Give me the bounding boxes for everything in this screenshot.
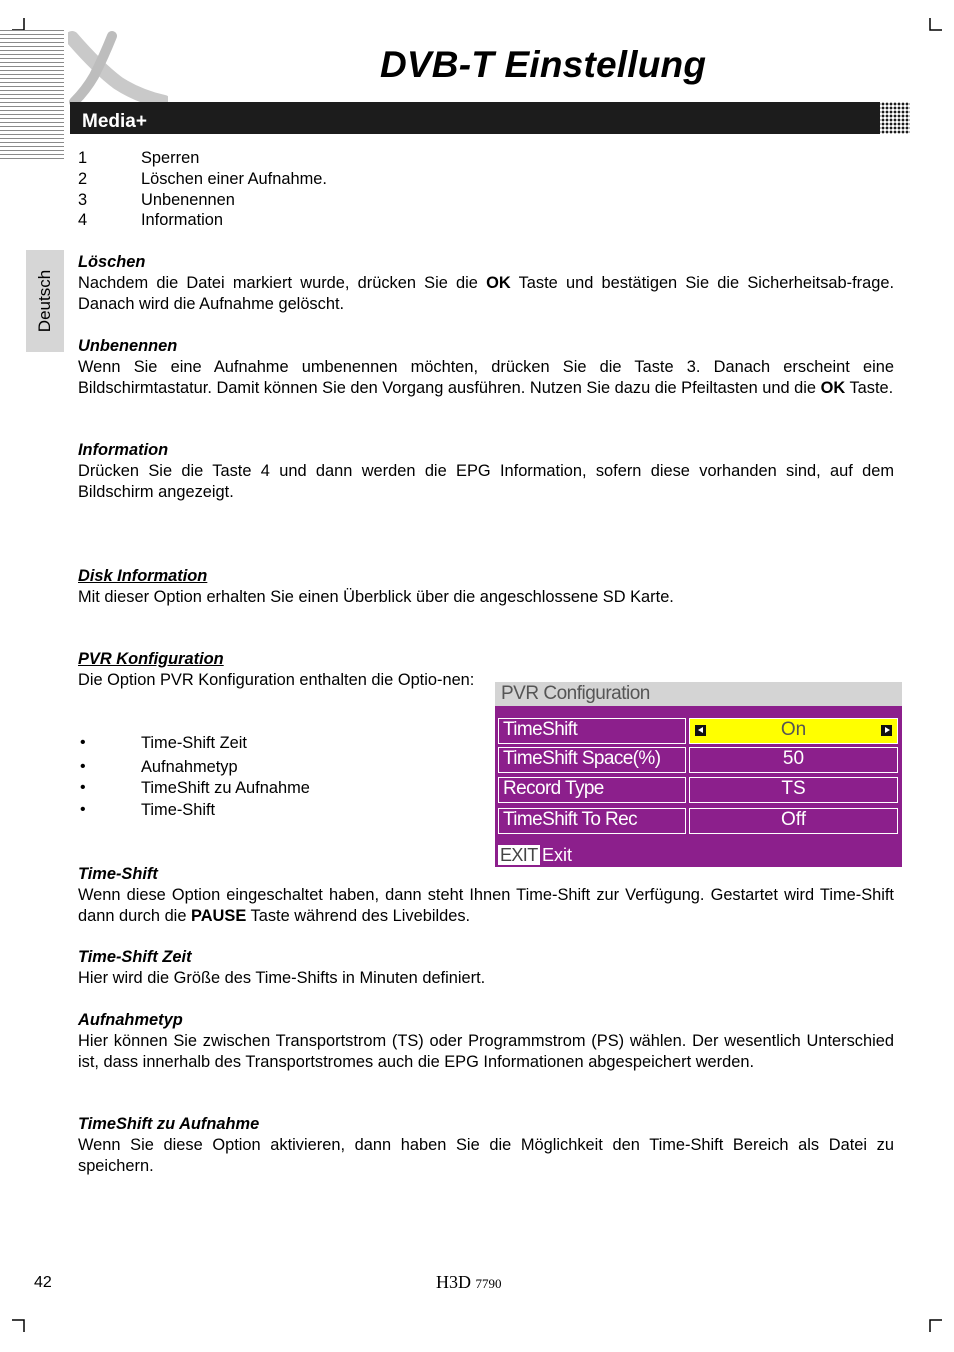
section-bar (70, 102, 880, 134)
section-bar-dots (865, 102, 910, 134)
pvr-row-record-type (498, 777, 898, 803)
paragraph-time-shift-zeit: Hier wird die Größe des Time-Shifts in Minuten definiert. (78, 969, 486, 987)
list-number: 3 (78, 191, 88, 209)
footer-brand: H3D 7790 (436, 1272, 502, 1292)
pvr-row-timeshift-space (498, 747, 898, 773)
bullet-item: Time-Shift (141, 801, 216, 819)
heading-unbenennen: Unbenennen (78, 337, 178, 355)
paragraph-loeschen: Nachdem die Datei markiert wurde, drücken Sie die OK Taste und bestätigen Sie die Sicherheitsab-frage. Danach wird die Aufnahme gelöscht. (78, 274, 895, 313)
pvr-row-value: 50 (782, 748, 805, 769)
pvr-row-timeshift (498, 718, 898, 744)
paragraph-pvr-konfiguration: Die Option PVR Konfiguration enthalten die Optio-nen: (78, 671, 475, 689)
pvr-screen-footer (498, 845, 898, 865)
heading-pvr-konfiguration: PVR Konfiguration (78, 650, 224, 668)
heading-information: Information (78, 441, 169, 459)
paragraph-aufnahmetyp: Hier können Sie zwischen Transportstrom (TS) oder Programmstrom (PS) wählen. Der wesentlich Unterschied ist, dass innerhalb des Transportstromes auch die EPG Informationen abgespeichert werden. (78, 1032, 894, 1071)
list-number: 4 (78, 211, 88, 229)
list-number: 2 (78, 170, 88, 188)
list-number: 1 (78, 149, 88, 167)
heading-loeschen: Löschen (78, 253, 146, 271)
bullet-icon: • (80, 801, 86, 818)
pvr-row-label: Record Type (503, 778, 604, 799)
brand-x-logo-icon (68, 28, 168, 108)
arrow-right-icon (881, 725, 892, 736)
list-item: Unbenennen (141, 191, 235, 209)
pvr-screen-title: PVR Configuration (495, 682, 902, 706)
crop-mark-bottom-left (12, 1318, 26, 1332)
bullet-item: TimeShift zu Aufnahme (141, 779, 310, 797)
page-title: DVB-T Einstellung (380, 44, 707, 85)
paragraph-information: Drücken Sie die Taste 4 und dann werden die EPG Information, sofern diese vorhanden sind, auf dem Bildschirm angezeigt. (78, 462, 894, 501)
heading-timeshift-zu-aufnahme: TimeShift zu Aufnahme (78, 1115, 260, 1133)
pvr-row-value: TS (781, 778, 806, 799)
paragraph-time-shift: Wenn diese Option eingeschaltet haben, dann steht Ihnen Time-Shift zur Verfügung. Gestartet wird Time-Shift dann durch die PAUSE Taste während des Livebildes. (78, 886, 894, 925)
section-label: Media+ (82, 111, 147, 132)
bullet-item: Aufnahmetyp (141, 758, 238, 776)
heading-aufnahmetyp: Aufnahmetyp (78, 1011, 183, 1029)
list-item: Information (141, 211, 223, 229)
paragraph-timeshift-zu-aufnahme: Wenn Sie diese Option aktivieren, dann haben Sie die Möglichkeit den Time-Shift Bereich als Datei zu speichern. (78, 1136, 894, 1175)
list-item: Sperren (141, 149, 200, 167)
exit-label: Exit (542, 845, 573, 865)
pvr-configuration-screenshot (495, 682, 902, 867)
bullet-item: Time-Shift Zeit (141, 734, 247, 752)
page-number: 42 (34, 1274, 52, 1291)
language-tab: Deutsch (26, 250, 64, 352)
heading-time-shift: Time-Shift (78, 865, 158, 883)
pvr-row-label: TimeShift To Rec (503, 809, 638, 830)
pvr-row-value: Off (781, 809, 806, 830)
exit-key: EXIT (500, 845, 538, 865)
crop-mark-bottom-right (928, 1318, 942, 1332)
bullet-icon: • (80, 734, 86, 751)
pvr-row-label: TimeShift (503, 719, 578, 740)
crop-mark-top-right (928, 18, 942, 32)
header-stripes (0, 30, 64, 160)
bullet-icon: • (80, 779, 86, 796)
pvr-row-timeshift-to-rec (498, 808, 898, 834)
paragraph-unbenennen: Wenn Sie eine Aufnahme umbenennen möchten, drücken Sie die Taste 3. Danach erscheint eine Bildschirmtastatur. Damit können Sie den Vorgang ausführen. Nutzen Sie dazu die Pfeiltasten und die OK Taste. (78, 358, 894, 397)
bullet-icon: • (80, 758, 86, 775)
heading-disk-information: Disk Information (78, 567, 208, 585)
paragraph-disk-information: Mit dieser Option erhalten Sie einen Überblick über die angeschlossene SD Karte. (78, 588, 674, 606)
heading-time-shift-zeit: Time-Shift Zeit (78, 948, 192, 966)
list-item: Löschen einer Aufnahme. (141, 170, 327, 188)
pvr-row-label: TimeShift Space(%) (503, 748, 661, 769)
pvr-row-value: On (780, 719, 807, 740)
